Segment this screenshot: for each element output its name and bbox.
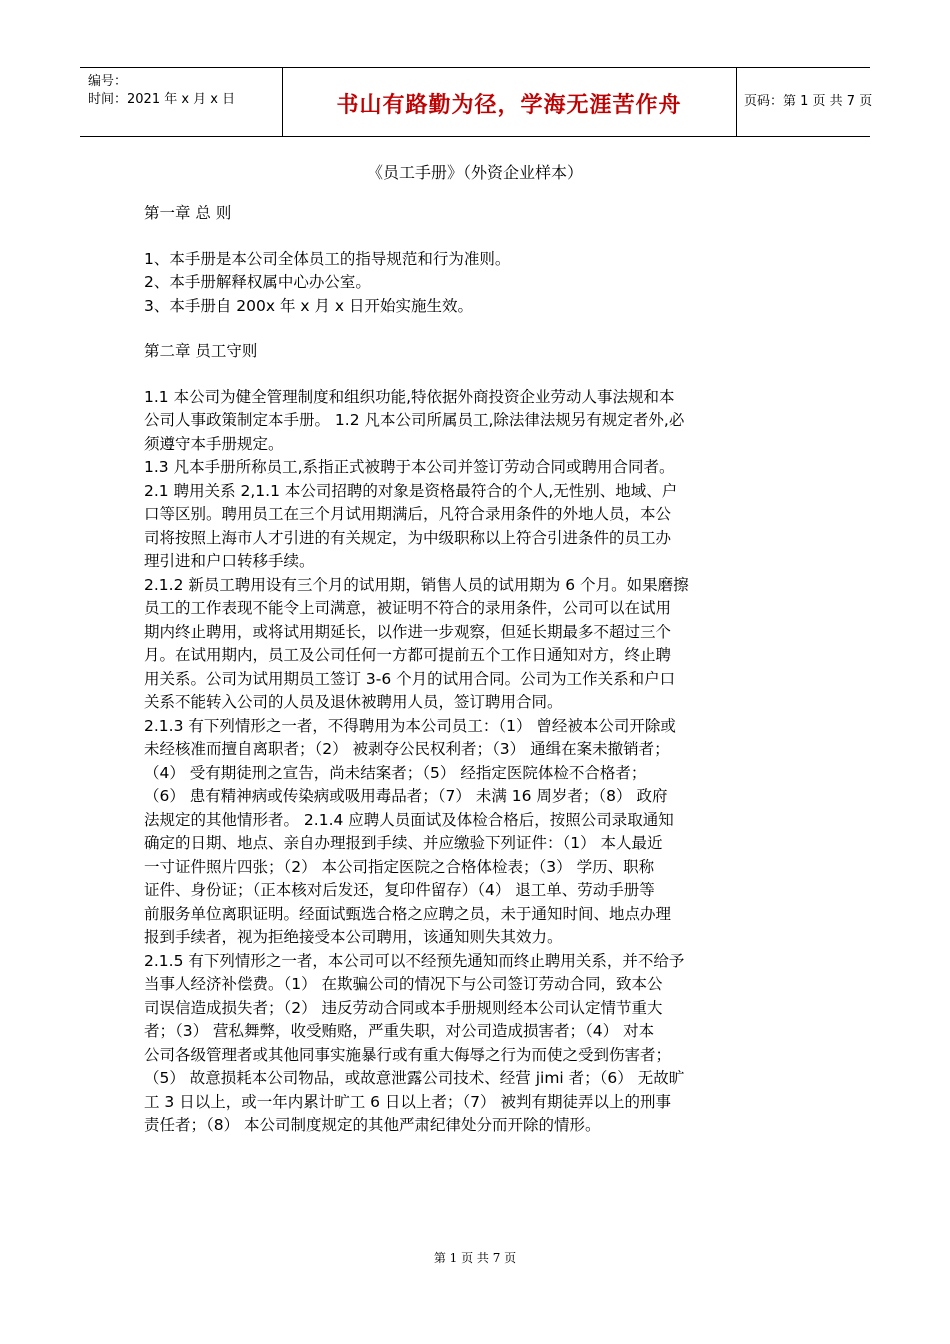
chapter-2-line: 公司人事政策制定本手册。 1.2 凡本公司所属员工,除法律法规另有规定者外,必: [144, 411, 685, 429]
chapter-2-line: 期内终止聘用，或将试用期延长，以作进一步观察，但延长期最多不超过三个: [144, 622, 672, 641]
chapter-2-line: （6） 患有精神病或传染病或吸用毒品者；（7） 未满 16 周岁者；（8） 政府: [144, 787, 668, 805]
chapter-2-line: 报到手续者，视为拒绝接受本公司聘用，该通知则失其效力。: [144, 928, 563, 946]
chapter-1-heading: 第一章 总 则: [144, 204, 232, 222]
chapter-2-line: 前服务单位离职证明。经面试甄选合格之应聘之员，未于通知时间、地点办理: [144, 904, 672, 923]
chapter-2-line: 一寸证件照片四张；（2） 本公司指定医院之合格体检表；（3） 学历、职称: [144, 857, 655, 876]
chapter-2-line: 责任者；（8） 本公司制度规定的其他严肃纪律处分而开除的情形。: [144, 1116, 601, 1134]
chapter-2-line: 确定的日期、地点、亲自办理报到手续、并应缴验下列证件：（1） 本人最近: [144, 834, 663, 852]
chapter-2-line: 员工的工作表现不能令上司满意，被证明不符合的录用条件，公司可以在试用: [144, 599, 672, 617]
header-motto: 书山有路勤为径，学海无涯苦作舟: [336, 92, 682, 118]
chapter-2-line: 月。在试用期内，员工及公司任何一方都可提前五个工作日通知对方，终止聘: [144, 646, 672, 664]
chapter-2-line: 用关系。公司为试用期员工签订 3-6 个月的试用合同。公司为工作关系和户口: [144, 669, 676, 688]
chapter-2-line: 理引进和户口转移手续。: [144, 552, 315, 570]
document-number-label: 编号：: [88, 74, 128, 89]
chapter-2-line: 证件、身份证；（正本核对后发还，复印件留存）（4） 退工单、劳动手册等: [144, 881, 655, 899]
chapter-2-line: 司误信造成损失者；（2） 违反劳动合同或本手册规则经本公司认定情节重大: [144, 998, 663, 1017]
chapter-2-heading: 第二章 员工守则: [144, 342, 258, 360]
chapter-2-line: 2.1.2 新员工聘用设有三个月的试用期，销售人员的试用期为 6 个月。如果磨擦: [144, 575, 689, 594]
chapter-2-line: （4） 受有期徒刑之宣告，尚未结案者；（5） 经指定医院体检不合格者；: [144, 763, 647, 782]
chapter-2-line: 当事人经济补偿费。（1） 在欺骗公司的情况下与公司签订劳动合同，致本公: [144, 975, 663, 993]
document-time-label: 时间：2021 年 x 月 x 日: [88, 92, 236, 107]
chapter-2-line: 口等区别。聘用员工在三个月试用期满后，凡符合录用条件的外地人员，本公: [144, 505, 672, 523]
chapter-2-line: 者；（3） 营私舞弊，收受贿赂，严重失职，对公司造成损害者；（4） 对本: [144, 1022, 655, 1040]
chapter-2-line: （5） 故意损耗本公司物品，或故意泄露公司技术、经营 jimi 者；（6） 无故旷: [144, 1069, 685, 1087]
chapter-2-line: 1.3 凡本手册所称员工,系指正式被聘于本公司并签订劳动合同或聘用合同者。: [144, 458, 675, 476]
chapter-1-item: 1、本手册是本公司全体员工的指导规范和行为准则。: [144, 249, 511, 268]
chapter-1-item: 2、本手册解释权属中心办公室。: [144, 273, 371, 291]
chapter-2-line: 司将按照上海市人才引进的有关规定，为中级职称以上符合引进条件的员工办: [144, 528, 672, 547]
header-page-cell: [737, 68, 873, 136]
chapter-2-line: 工 3 日以上，或一年内累计旷工 6 日以上者；（7） 被判有期徒弄以上的刑事: [144, 1092, 671, 1111]
chapter-2-line: 须遵守本手册规定。: [144, 434, 284, 453]
header-meta-cell: [80, 68, 283, 136]
chapter-1-item: 3、本手册自 200x 年 x 月 x 日开始实施生效。: [144, 296, 474, 315]
page-footer: 第 1 页 共 7 页: [433, 1251, 517, 1265]
document-title: 《员工手册》（外资企业样本）: [366, 163, 583, 182]
chapter-2-line: 2.1.3 有下列情形之一者，不得聘用为本公司员工：（1） 曾经被本公司开除或: [144, 716, 676, 735]
header-motto-cell: [282, 68, 737, 136]
page-header: [80, 67, 873, 137]
chapter-2-line: 公司各级管理者或其他同事实施暴行或有重大侮辱之行为而使之受到伤害者；: [144, 1045, 672, 1064]
chapter-2-line: 2.1 聘用关系 2,1.1 本公司招聘的对象是资格最符合的个人,无性别、地域、户: [144, 481, 678, 500]
chapter-2-line: 未经核准而擅自离职者；（2） 被剥夺公民权利者；（3） 通缉在案未撤销者；: [144, 740, 670, 758]
document-body: [144, 202, 804, 1138]
chapter-2-line: 2.1.5 有下列情形之一者，本公司可以不经预先通知而终止聘用关系，并不给予: [144, 951, 685, 970]
header-page-info: 页码：第 1 页 共 7 页: [744, 94, 873, 109]
chapter-2-line: 法规定的其他情形者。 2.1.4 应聘人员面试及体检合格后，按照公司录取通知: [144, 810, 674, 829]
chapter-2-line: 关系不能转入公司的人员及退休被聘用人员，签订聘用合同。: [144, 693, 563, 711]
chapter-2-line: 1.1 本公司为健全管理制度和组织功能,特依据外商投资企业劳动人事法规和本: [144, 387, 675, 406]
